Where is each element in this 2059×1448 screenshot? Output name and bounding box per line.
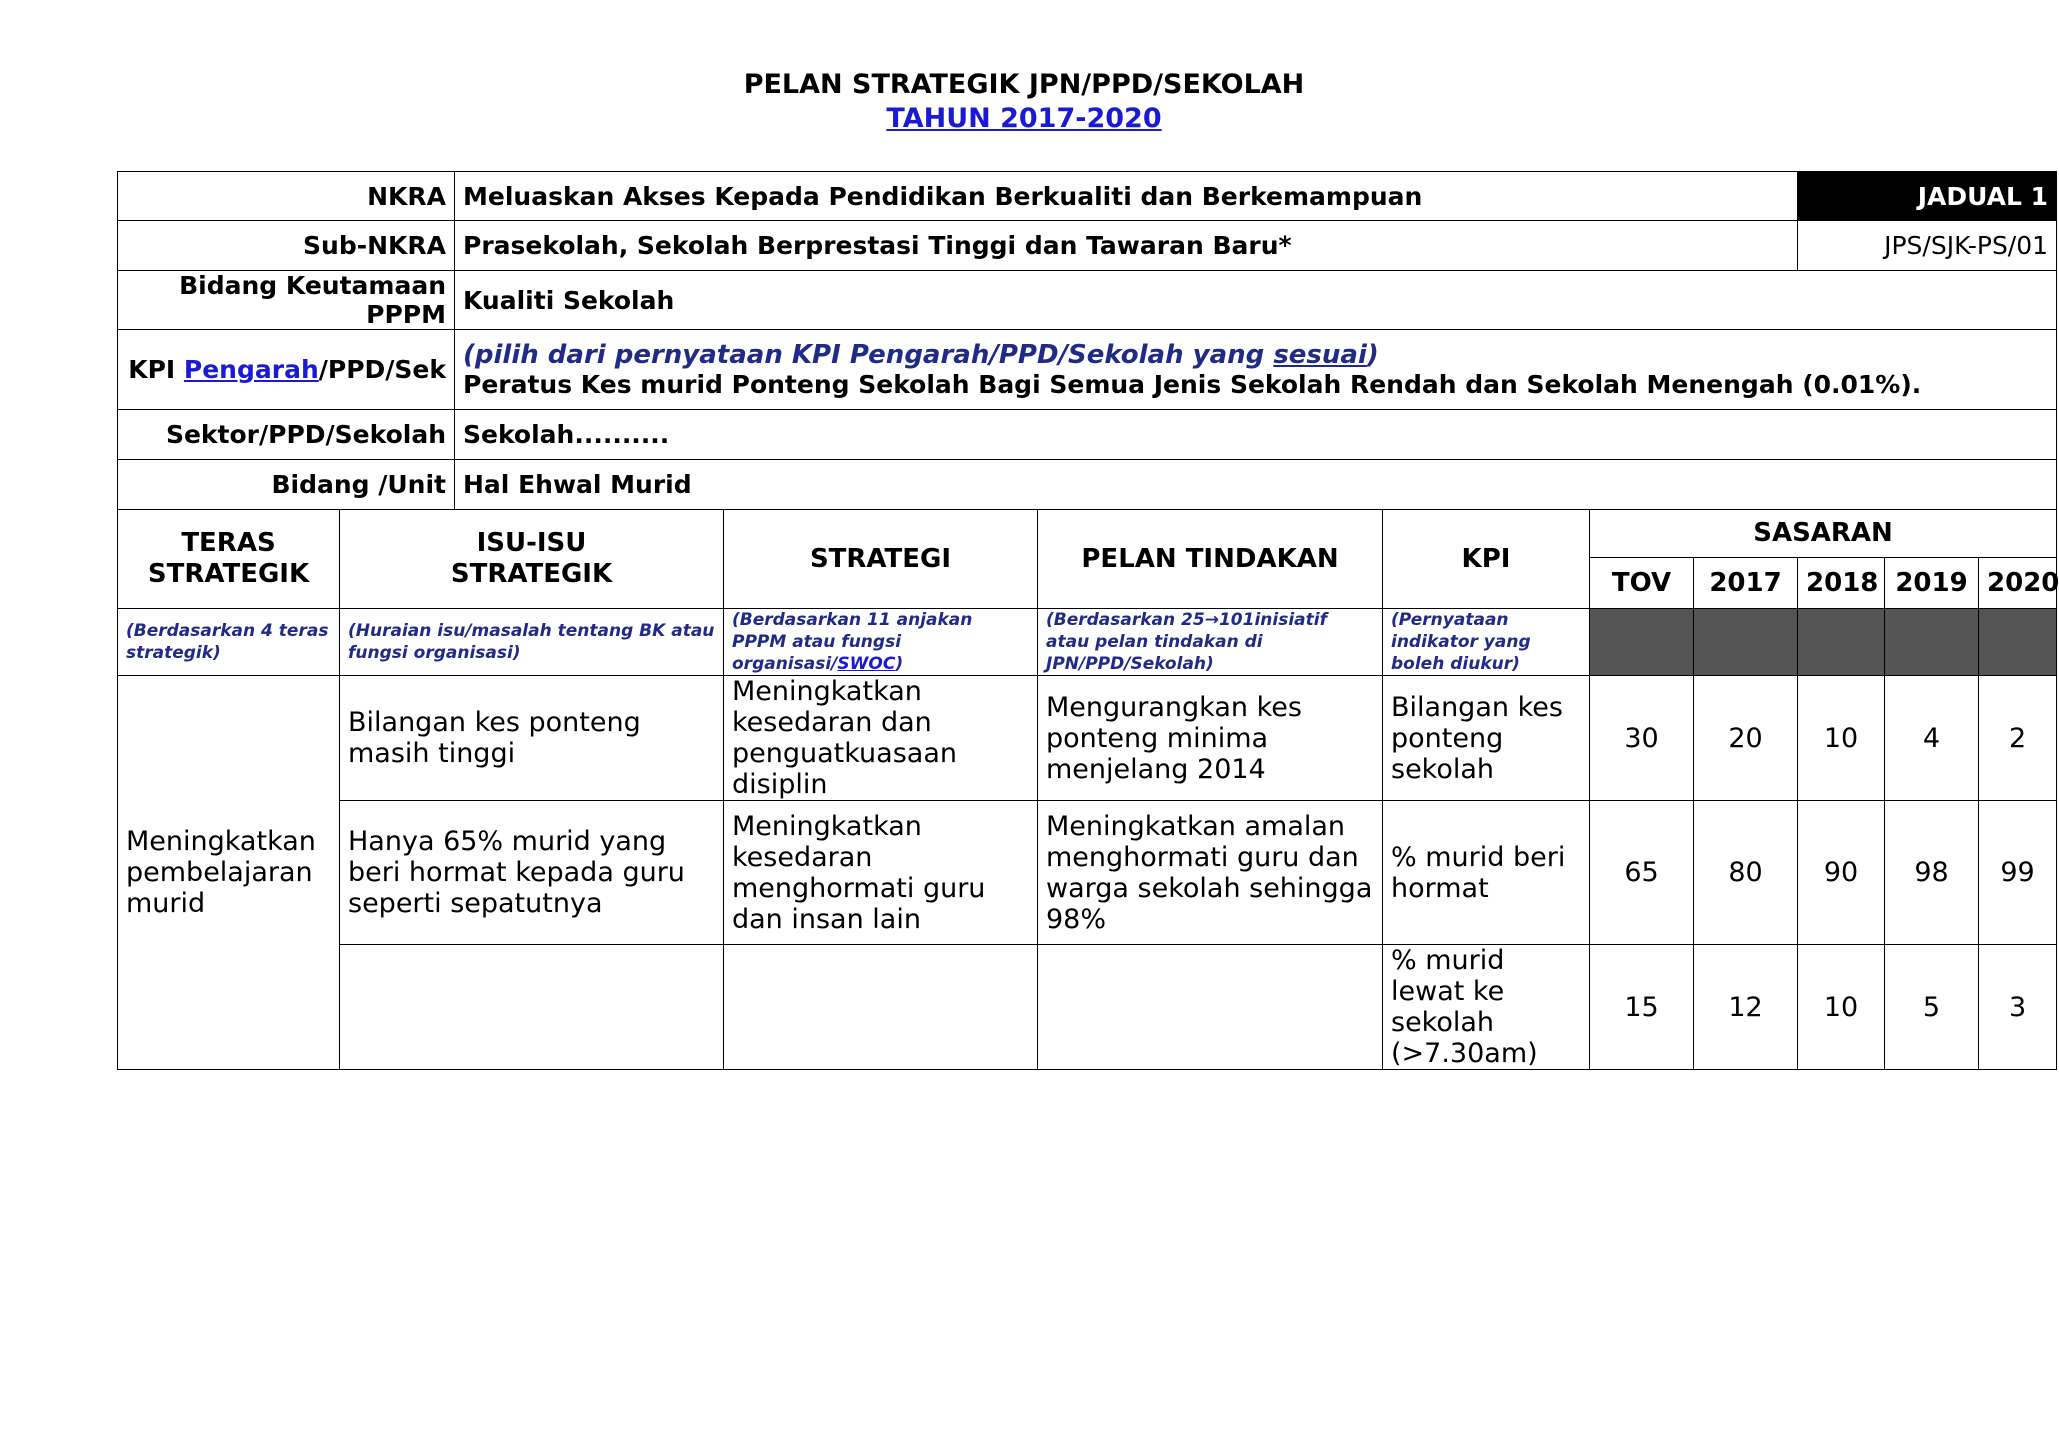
unit-value: Hal Ehwal Murid <box>455 460 2057 510</box>
col-kpi: KPI <box>1383 510 1590 609</box>
value-tov: 65 <box>1590 801 1694 945</box>
subnkra-value: Prasekolah, Sekolah Berprestasi Tinggi dan Tawaran Baru* <box>455 221 1798 271</box>
kpi-value-cell <box>455 330 2057 410</box>
value-2019: 4 <box>1885 676 1979 801</box>
bidang-row <box>118 271 2057 330</box>
column-header-row <box>118 510 2057 558</box>
kpi-cell: % murid beri hormat <box>1383 801 1590 945</box>
isu-cell: Bilangan kes ponteng masih tinggi <box>340 676 724 801</box>
strategic-plan-table <box>117 171 2057 1070</box>
strategi-cell: Meningkatkan kesedaran dan penguatkuasaan disiplin <box>724 676 1038 801</box>
note-teras: (Berdasarkan 4 teras strategik) <box>118 609 340 676</box>
year-2017: 2017 <box>1694 558 1798 609</box>
strategi-cell <box>724 945 1038 1070</box>
col-teras <box>118 510 340 609</box>
pelan-cell <box>1038 945 1383 1070</box>
value-2019: 98 <box>1885 801 1979 945</box>
col-isu-line1: ISU-ISU <box>476 528 587 558</box>
isu-cell: Hanya 65% murid yang beri hormat kepada guru seperti sepatutnya <box>340 801 724 945</box>
kpi-label <box>118 330 455 410</box>
subnkra-label: Sub-NKRA <box>118 221 455 271</box>
col-isu <box>340 510 724 609</box>
value-2019: 5 <box>1885 945 1979 1070</box>
value-2017: 80 <box>1694 801 1798 945</box>
pelan-cell: Mengurangkan kes ponteng minima menjelang 2014 <box>1038 676 1383 801</box>
value-2018: 90 <box>1798 801 1885 945</box>
isu-cell <box>340 945 724 1070</box>
note-kpi: (Pernyataan indikator yang boleh diukur) <box>1383 609 1590 676</box>
document-title <box>0 68 2048 136</box>
note-isu: (Huraian isu/masalah tentang BK atau fungsi organisasi) <box>340 609 724 676</box>
title-line-1: PELAN STRATEGIK JPN/PPD/SEKOLAH <box>743 69 1305 100</box>
note-pelan: (Berdasarkan 25→101inisiatif atau pelan tindakan di JPN/PPD/Sekolah) <box>1038 609 1383 676</box>
grey-cell-2020 <box>1979 609 2057 676</box>
col-teras-line2: STRATEGIK <box>147 559 310 589</box>
bidang-value: Kualiti Sekolah <box>455 271 2057 330</box>
year-2018: 2018 <box>1798 558 1885 609</box>
value-2018: 10 <box>1798 676 1885 801</box>
value-tov: 30 <box>1590 676 1694 801</box>
value-2018: 10 <box>1798 945 1885 1070</box>
value-2020: 2 <box>1979 676 2057 801</box>
teras-cell: Meningkatkan pembelajaran murid <box>118 676 340 1070</box>
unit-label: Bidang /Unit <box>118 460 455 510</box>
value-2017: 12 <box>1694 945 1798 1070</box>
kpi-hint-link[interactable]: sesuai <box>1273 340 1367 370</box>
grey-cell-2018 <box>1798 609 1885 676</box>
jadual-badge: JADUAL 1 <box>1798 172 2057 221</box>
nkra-label: NKRA <box>118 172 455 221</box>
col-teras-line1: TERAS <box>181 528 276 558</box>
kpi-cell: Bilangan kes ponteng sekolah <box>1383 676 1590 801</box>
note-strategi <box>724 609 1038 676</box>
col-sasaran: SASARAN <box>1590 510 2057 558</box>
grey-cell-2019 <box>1885 609 1979 676</box>
pelan-cell: Meningkatkan amalan menghormati guru dan warga sekolah sehingga 98% <box>1038 801 1383 945</box>
sektor-value: Sekolah.......... <box>455 410 2057 460</box>
unit-row <box>118 460 2057 510</box>
title-year-link[interactable]: TAHUN 2017-2020 <box>886 103 1162 134</box>
value-2020: 3 <box>1979 945 2057 1070</box>
notes-row <box>118 609 2057 676</box>
note-swoc-link[interactable]: SWOC <box>837 654 896 674</box>
col-pelan: PELAN TINDAKAN <box>1038 510 1383 609</box>
subnkra-row <box>118 221 2057 271</box>
kpi-row <box>118 330 2057 410</box>
kpi-label-suffix: /PPD/Sek <box>318 355 446 384</box>
kpi-hint-suffix: ) <box>1366 340 1379 370</box>
kpi-cell: % murid lewat ke sekolah (>7.30am) <box>1383 945 1590 1070</box>
table-row <box>118 801 2057 945</box>
bidang-label: Bidang Keutamaan PPPM <box>118 271 455 330</box>
kpi-label-prefix: KPI <box>128 355 184 384</box>
note-strategi-prefix: (Berdasarkan 11 anjakan PPPM atau fungsi organisasi/ <box>732 610 973 674</box>
grey-cell-2017 <box>1694 609 1798 676</box>
table-row <box>118 676 2057 801</box>
year-2020: 2020 <box>1979 558 2057 609</box>
strategi-cell: Meningkatkan kesedaran menghormati guru dan insan lain <box>724 801 1038 945</box>
kpi-hint-prefix: (pilih dari pernyataan KPI Pengarah/PPD/Sekolah yang <box>463 340 1274 370</box>
kpi-value: Peratus Kes murid Ponteng Sekolah Bagi Semua Jenis Sekolah Rendah dan Sekolah Menengah (0.01%). <box>463 370 1922 399</box>
value-tov: 15 <box>1590 945 1694 1070</box>
col-strategi: STRATEGI <box>724 510 1038 609</box>
grey-cell-tov <box>1590 609 1694 676</box>
value-2017: 20 <box>1694 676 1798 801</box>
sektor-label: Sektor/PPD/Sekolah <box>118 410 455 460</box>
year-2019: 2019 <box>1885 558 1979 609</box>
col-isu-line2: STRATEGIK <box>450 559 613 589</box>
year-tov: TOV <box>1590 558 1694 609</box>
nkra-row <box>118 172 2057 221</box>
kpi-pengarah-link[interactable]: Pengarah <box>183 355 319 384</box>
table-row <box>118 945 2057 1070</box>
nkra-value: Meluaskan Akses Kepada Pendidikan Berkualiti dan Berkemampuan <box>455 172 1798 221</box>
document-code: JPS/SJK-PS/01 <box>1798 221 2057 271</box>
note-strategi-suffix: ) <box>895 654 904 674</box>
sektor-row <box>118 410 2057 460</box>
kpi-hint <box>463 340 2048 370</box>
value-2020: 99 <box>1979 801 2057 945</box>
